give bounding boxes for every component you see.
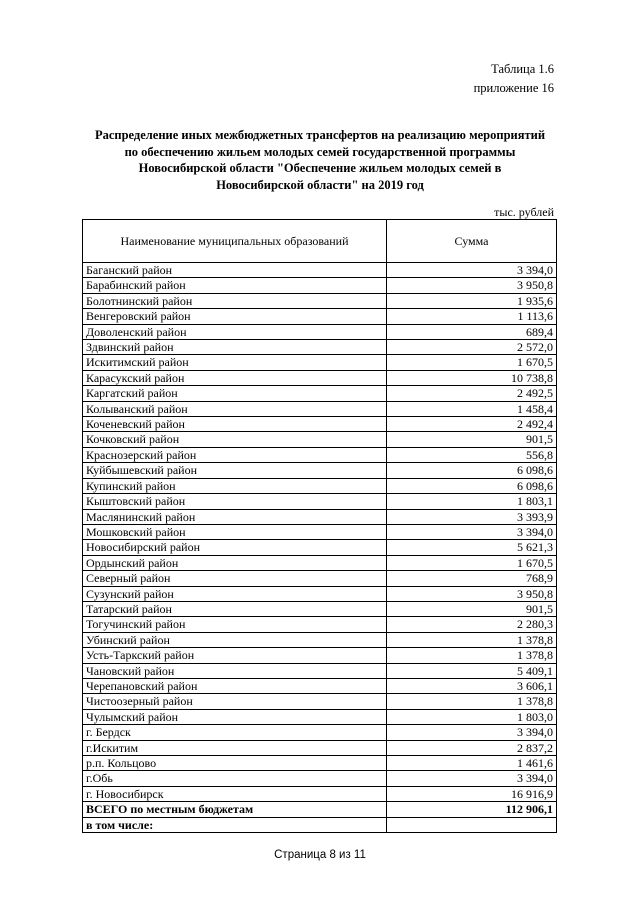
table-row	[83, 540, 557, 555]
transfers-table	[82, 219, 557, 833]
municipality-name: Куйбышевский район	[83, 463, 387, 478]
table-row	[83, 432, 557, 447]
municipality-name: Купинский район	[83, 478, 387, 493]
amount-value: 2 280,3	[387, 617, 557, 632]
table-total-row	[83, 802, 557, 817]
amount-value: 3 606,1	[387, 678, 557, 693]
amount-value: 3 394,0	[387, 725, 557, 740]
amount-value: 901,5	[387, 601, 557, 616]
table-row	[83, 401, 557, 416]
document-title	[80, 127, 560, 193]
municipality-name: Чулымский район	[83, 709, 387, 724]
amount-value: 1 803,1	[387, 494, 557, 509]
table-row	[83, 417, 557, 432]
municipality-name: Каргатский район	[83, 386, 387, 401]
municipality-name: в том числе:	[83, 817, 387, 832]
municipality-name: Венгеровский район	[83, 309, 387, 324]
municipality-name: Усть-Таркский район	[83, 648, 387, 663]
amount-value: 2 492,5	[387, 386, 557, 401]
amount-value: 1 935,6	[387, 293, 557, 308]
municipality-name: Кыштовский район	[83, 494, 387, 509]
amount-value: 1 378,8	[387, 648, 557, 663]
municipality-name: Тогучинский район	[83, 617, 387, 632]
municipality-name: г. Новосибирск	[83, 786, 387, 801]
amount-value: 3 950,8	[387, 586, 557, 601]
municipality-name: Черепановский район	[83, 678, 387, 693]
amount-value: 1 113,6	[387, 309, 557, 324]
table-row	[83, 617, 557, 632]
municipality-name: Карасукский район	[83, 370, 387, 385]
municipality-name: г. Бердск	[83, 725, 387, 740]
table-row	[83, 678, 557, 693]
amount-value: 1 458,4	[387, 401, 557, 416]
amount-value: 5 621,3	[387, 540, 557, 555]
municipality-name: Новосибирский район	[83, 540, 387, 555]
municipality-name: Доволенский район	[83, 324, 387, 339]
municipality-name: Маслянинский район	[83, 509, 387, 524]
amount-value: 5 409,1	[387, 663, 557, 678]
municipality-name: Убинский район	[83, 632, 387, 647]
municipality-name: Татарский район	[83, 601, 387, 616]
table-row	[83, 648, 557, 663]
municipality-name: Здвинский район	[83, 340, 387, 355]
table-row	[83, 709, 557, 724]
amount-value: 3 950,8	[387, 278, 557, 293]
table-row	[83, 756, 557, 771]
amount-value: 689,4	[387, 324, 557, 339]
amount-value: 2 837,2	[387, 740, 557, 755]
page-number: Страница 8 из 11	[274, 849, 366, 861]
amount-value: 1 670,5	[387, 555, 557, 570]
table-row	[83, 694, 557, 709]
municipality-name: Кочковский район	[83, 432, 387, 447]
table-row	[83, 725, 557, 740]
table-row	[83, 571, 557, 586]
table-body	[83, 263, 557, 833]
column-header-name: Наименование муниципальных образований	[83, 220, 387, 263]
municipality-name: Ордынский район	[83, 555, 387, 570]
municipality-name: Чистоозерный район	[83, 694, 387, 709]
amount-value: 2 492,4	[387, 417, 557, 432]
table-row	[83, 324, 557, 339]
amount-value: 1 803,0	[387, 709, 557, 724]
table-row	[83, 632, 557, 647]
municipality-name: Болотнинский район	[83, 293, 387, 308]
title-line: Новосибирской области "Обеспечение жильем молодых семей в	[138, 161, 502, 175]
table-total-row	[83, 817, 557, 832]
municipality-name: г.Искитим	[83, 740, 387, 755]
amount-value: 556,8	[387, 447, 557, 462]
amount-value: 768,9	[387, 571, 557, 586]
amount-value	[387, 817, 557, 832]
table-row	[83, 463, 557, 478]
table-header-row	[83, 220, 557, 263]
municipality-name: Чановский район	[83, 663, 387, 678]
column-header-sum: Сумма	[387, 220, 557, 263]
table-row	[83, 740, 557, 755]
municipality-name: Искитимский район	[83, 355, 387, 370]
amount-value: 6 098,6	[387, 463, 557, 478]
title-line: Распределение иных межбюджетных трансфертов на реализацию мероприятий	[94, 128, 546, 142]
table-row	[83, 478, 557, 493]
amount-value: 112 906,1	[387, 802, 557, 817]
table-row	[83, 263, 557, 278]
table-row	[83, 309, 557, 324]
table-row	[83, 786, 557, 801]
unit-label: тыс. рублей	[494, 205, 554, 219]
amount-value: 3 394,0	[387, 771, 557, 786]
amount-value: 6 098,6	[387, 478, 557, 493]
table-row	[83, 586, 557, 601]
table-row	[83, 771, 557, 786]
table-row	[83, 555, 557, 570]
table-row	[83, 494, 557, 509]
amount-value: 2 572,0	[387, 340, 557, 355]
table-row	[83, 340, 557, 355]
amount-value: 3 394,0	[387, 524, 557, 539]
amount-value: 1 378,8	[387, 632, 557, 647]
title-line: по обеспечению жильем молодых семей государственной программы	[124, 144, 516, 159]
table-row	[83, 663, 557, 678]
municipality-name: р.п. Кольцово	[83, 756, 387, 771]
municipality-name: Сузунский район	[83, 586, 387, 601]
table-row	[83, 278, 557, 293]
table-row	[83, 524, 557, 539]
municipality-name: ВСЕГО по местным бюджетам	[83, 802, 387, 817]
table-row	[83, 355, 557, 370]
table-row	[83, 509, 557, 524]
municipality-name: Барабинский район	[83, 278, 387, 293]
table-row	[83, 293, 557, 308]
municipality-name: Мошковский район	[83, 524, 387, 539]
amount-value: 1 461,6	[387, 756, 557, 771]
table-reference: Таблица 1.6	[491, 62, 554, 76]
amount-value: 1 670,5	[387, 355, 557, 370]
municipality-name: г.Обь	[83, 771, 387, 786]
amount-value: 10 738,8	[387, 370, 557, 385]
table-row	[83, 447, 557, 462]
amount-value: 16 916,9	[387, 786, 557, 801]
amount-value: 3 394,0	[387, 263, 557, 278]
municipality-name: Северный район	[83, 571, 387, 586]
title-line: Новосибирской области" на 2019 год	[216, 177, 424, 192]
municipality-name: Баганский район	[83, 263, 387, 278]
table-row	[83, 601, 557, 616]
table-row	[83, 386, 557, 401]
appendix-reference: приложение 16	[473, 81, 554, 95]
municipality-name: Коченевский район	[83, 417, 387, 432]
municipality-name: Колыванский район	[83, 401, 387, 416]
amount-value: 3 393,9	[387, 509, 557, 524]
amount-value: 1 378,8	[387, 694, 557, 709]
municipality-name: Краснозерский район	[83, 447, 387, 462]
amount-value: 901,5	[387, 432, 557, 447]
table-row	[83, 370, 557, 385]
